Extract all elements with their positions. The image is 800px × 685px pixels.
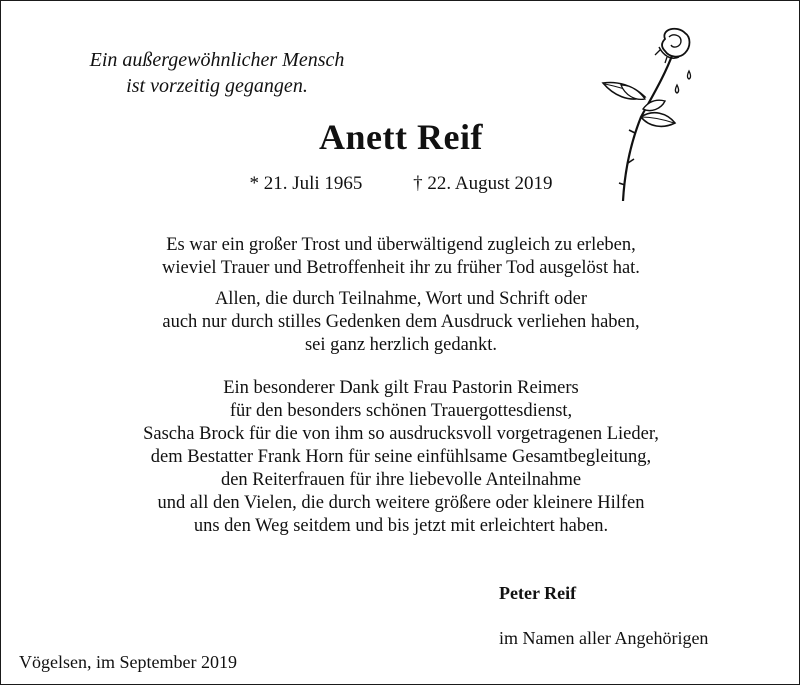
place-date: Vögelsen, im September 2019 xyxy=(19,652,237,672)
text-line: dem Bestatter Frank Horn für seine einfühlsame Gesamtbegleitung, xyxy=(150,447,652,467)
death-date: † 22. August 2019 xyxy=(413,173,553,194)
life-dates xyxy=(1,173,800,195)
text-line: auch nur durch stilles Gedenken dem Ausdruck verliehen haben, xyxy=(162,312,640,332)
text-line: sei ganz herzlich gedankt. xyxy=(304,335,498,355)
text-line: für den besonders schönen Trauergottesdienst, xyxy=(229,401,573,421)
motto-line: Ein außergewöhnlicher Mensch xyxy=(89,49,345,71)
text-line: uns den Weg seitdem und bis jetzt mit erleichtert haben. xyxy=(193,516,609,536)
deceased-name: Anett Reif xyxy=(319,117,483,157)
text-line: den Reiterfrauen für ihre liebevolle Anteilnahme xyxy=(220,470,582,490)
motto xyxy=(67,47,367,99)
text-line: Sascha Brock für die von ihm so ausdrucksvoll vorgetragenen Lieder, xyxy=(143,424,659,444)
text-line: Allen, die durch Teilnahme, Wort und Schrift oder xyxy=(214,289,588,309)
birth-date: * 21. Juli 1965 xyxy=(249,173,363,194)
signer-name: Peter Reif xyxy=(499,583,577,603)
text-line: wieviel Trauer und Betroffenheit ihr zu früher Tod ausgelöst hat. xyxy=(162,258,640,278)
text-line: und all den Vielen, die durch weitere größere oder kleinere Hilfen xyxy=(157,493,645,513)
special-thanks-paragraph xyxy=(1,377,800,538)
gratitude-paragraph xyxy=(1,234,800,280)
text-line: Ein besonderer Dank gilt Frau Pastorin Reimers xyxy=(223,378,579,398)
motto-line: ist vorzeitig gegangen. xyxy=(126,75,308,97)
thanks-paragraph xyxy=(1,288,800,357)
signer-note: im Namen aller Angehörigen xyxy=(499,628,709,648)
text-line: Es war ein großer Trost und überwältigend zugleich zu erleben, xyxy=(166,235,636,255)
